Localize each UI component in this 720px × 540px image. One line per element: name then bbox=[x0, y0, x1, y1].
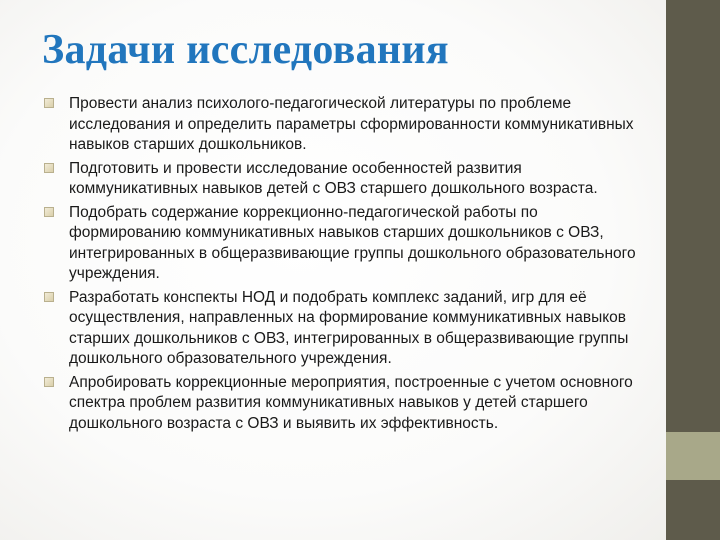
list-item bbox=[44, 203, 644, 285]
task-text: Провести анализ психолого-педагогической литературы по проблеме исследования и определить параметры сформированности коммуникативных навыков старших дошкольников. bbox=[69, 95, 634, 153]
list-item bbox=[44, 373, 644, 435]
task-list bbox=[44, 94, 644, 437]
square-bullet-icon bbox=[44, 207, 54, 217]
square-bullet-icon bbox=[44, 292, 54, 302]
task-text: Разработать конспекты НОД и подобрать комплекс заданий, игр для её осуществления, направленных на формирование коммуникативных навыков старших дошкольников с ОВЗ, интегрированных в общеразвивающие группы дошкольного образовательного учреждения. bbox=[69, 288, 629, 367]
list-item bbox=[44, 159, 644, 200]
side-band-dark-top bbox=[666, 0, 720, 432]
task-text: Апробировать коррекционные мероприятия, построенные с учетом основного спектра проблем развития коммуникативных навыков у детей старшего дошкольного возраста с ОВЗ и выявить их эффективность. bbox=[69, 373, 633, 432]
square-bullet-icon bbox=[44, 377, 54, 387]
square-bullet-icon bbox=[44, 163, 54, 173]
task-text: Подобрать содержание коррекционно-педагогической работы по формированию коммуникативных навыков старших дошкольников с ОВЗ, интегрированных в общеразвивающие группы дошкольного образовательного учреждения. bbox=[69, 203, 636, 282]
side-band-light bbox=[666, 432, 720, 480]
square-bullet-icon bbox=[44, 98, 54, 108]
side-band-dark-bottom bbox=[666, 480, 720, 540]
task-text: Подготовить и провести исследование особенностей развития коммуникативных навыков детей с ОВЗ старшего дошкольного возраста. bbox=[69, 159, 598, 197]
slide-title: Задачи исследования bbox=[42, 27, 449, 73]
list-item bbox=[44, 288, 644, 370]
list-item bbox=[44, 94, 644, 156]
